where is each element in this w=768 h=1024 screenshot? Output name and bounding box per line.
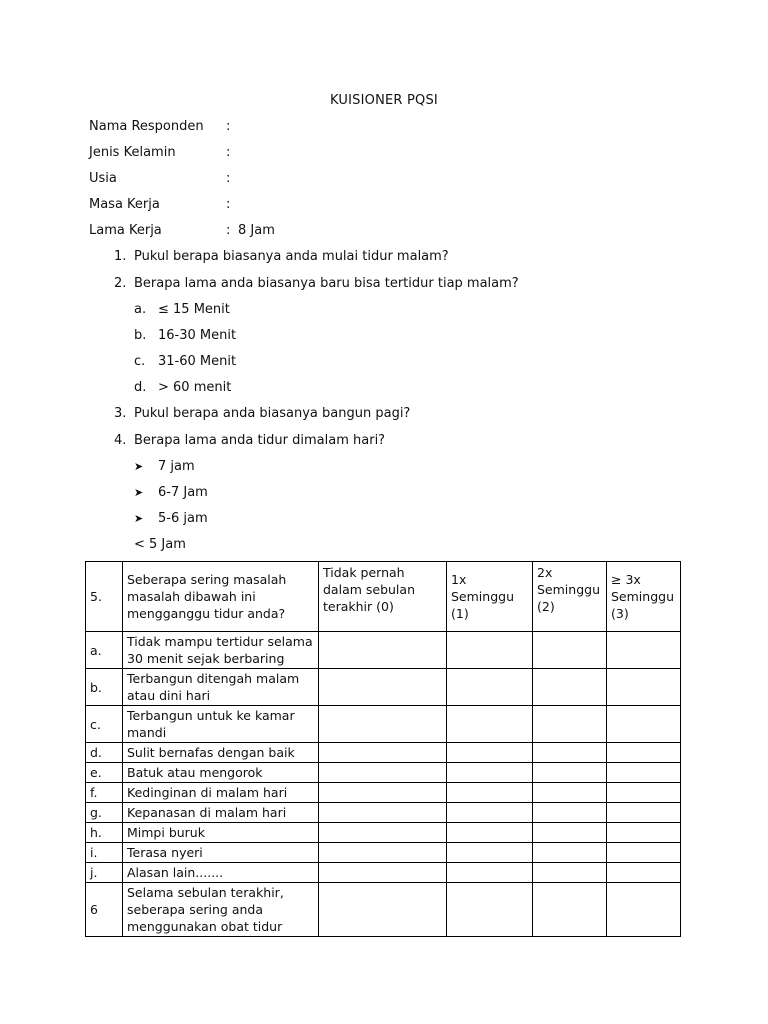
table-row	[86, 843, 681, 863]
option-text: ≤ 15 Menit	[158, 302, 230, 317]
field-colon: :	[226, 119, 231, 134]
answer-cell[interactable]	[533, 863, 607, 883]
row-text: Terasa nyeri	[123, 843, 319, 863]
answer-cell[interactable]	[533, 763, 607, 783]
field-colon: :	[226, 145, 231, 160]
answer-cell[interactable]	[533, 783, 607, 803]
answer-cell[interactable]	[607, 632, 681, 669]
answer-cell[interactable]	[607, 883, 681, 937]
answer-cell[interactable]	[533, 743, 607, 763]
field-colon: :	[226, 171, 231, 186]
answer-cell[interactable]	[607, 863, 681, 883]
answer-cell[interactable]	[319, 843, 447, 863]
answer-cell[interactable]	[319, 863, 447, 883]
answer-cell[interactable]	[533, 803, 607, 823]
table-header-row	[86, 562, 681, 632]
answer-cell[interactable]	[447, 883, 533, 937]
option-text-plain: < 5 Jam	[134, 537, 186, 552]
field-colon: :	[226, 223, 231, 238]
row-text: Mimpi buruk	[123, 823, 319, 843]
question-text: Pukul berapa anda biasanya bangun pagi?	[134, 406, 411, 421]
answer-cell[interactable]	[319, 632, 447, 669]
row-text: Alasan lain.......	[123, 863, 319, 883]
answer-cell[interactable]	[533, 843, 607, 863]
answer-cell[interactable]	[447, 706, 533, 743]
table-row	[86, 803, 681, 823]
question-text: Pukul berapa biasanya anda mulai tidur malam?	[134, 249, 449, 264]
question-text: Berapa lama anda biasanya baru bisa tertidur tiap malam?	[134, 276, 519, 291]
arrow-bullet-icon: ➤	[134, 460, 144, 473]
answer-cell[interactable]	[607, 803, 681, 823]
field-label-jenis-kelamin: Jenis Kelamin	[89, 145, 176, 160]
row-letter: h.	[86, 823, 123, 843]
table-row	[86, 823, 681, 843]
answer-cell[interactable]	[533, 669, 607, 706]
answer-cell[interactable]	[319, 763, 447, 783]
answer-cell[interactable]	[533, 632, 607, 669]
answer-cell[interactable]	[319, 743, 447, 763]
option-text: > 60 menit	[158, 380, 232, 395]
row-letter: 6	[86, 883, 123, 937]
header-question: Seberapa sering masalah masalah dibawah ini mengganggu tidur anda?	[123, 562, 319, 632]
field-value-lama-kerja: 8 Jam	[238, 223, 275, 238]
option-text: 6-7 Jam	[158, 485, 208, 500]
option-text: 31-60 Menit	[158, 354, 237, 369]
answer-cell[interactable]	[447, 843, 533, 863]
answer-cell[interactable]	[319, 803, 447, 823]
answer-cell[interactable]	[447, 783, 533, 803]
row-text: Tidak mampu tertidur selama 30 menit sejak berbaring	[123, 632, 319, 669]
table-row	[86, 863, 681, 883]
answer-cell[interactable]	[319, 706, 447, 743]
answer-cell[interactable]	[319, 883, 447, 937]
option-text: 7 jam	[158, 459, 195, 474]
row-text: Sulit bernafas dengan baik	[123, 743, 319, 763]
option-text: 16-30 Menit	[158, 328, 237, 343]
header-number: 5.	[86, 562, 123, 632]
answer-cell[interactable]	[447, 803, 533, 823]
answer-cell[interactable]	[319, 669, 447, 706]
answer-cell[interactable]	[533, 706, 607, 743]
answer-cell[interactable]	[607, 669, 681, 706]
header-col-thrice-weekly: ≥ 3x Seminggu (3)	[607, 562, 681, 632]
table-row	[86, 743, 681, 763]
option-letter: d.	[134, 380, 147, 395]
field-label-usia: Usia	[89, 171, 117, 186]
option-text: 5-6 jam	[158, 511, 208, 526]
row-letter: i.	[86, 843, 123, 863]
row-text: Terbangun ditengah malam atau dini hari	[123, 669, 319, 706]
row-letter: f.	[86, 783, 123, 803]
row-letter: b.	[86, 669, 123, 706]
arrow-bullet-icon: ➤	[134, 486, 144, 499]
answer-cell[interactable]	[447, 632, 533, 669]
row-text: Selama sebulan terakhir, seberapa sering anda menggunakan obat tidur	[123, 883, 319, 937]
row-letter: c.	[86, 706, 123, 743]
option-letter: b.	[134, 328, 147, 343]
question-text: Berapa lama anda tidur dimalam hari?	[134, 433, 386, 448]
answer-cell[interactable]	[607, 763, 681, 783]
field-label-nama: Nama Responden	[89, 119, 204, 134]
row-letter: e.	[86, 763, 123, 783]
row-text: Kedinginan di malam hari	[123, 783, 319, 803]
row-letter: g.	[86, 803, 123, 823]
table-row	[86, 883, 681, 937]
answer-cell[interactable]	[607, 783, 681, 803]
answer-cell[interactable]	[447, 763, 533, 783]
header-col-never: Tidak pernah dalam sebulan terakhir (0)	[319, 562, 447, 632]
row-letter: a.	[86, 632, 123, 669]
answer-cell[interactable]	[533, 823, 607, 843]
header-col-once-weekly: 1x Seminggu (1)	[447, 562, 533, 632]
arrow-bullet-icon: ➤	[134, 512, 144, 525]
table-row	[86, 632, 681, 669]
field-label-masa-kerja: Masa Kerja	[89, 197, 160, 212]
field-colon: :	[226, 197, 231, 212]
question-number: 4.	[114, 433, 127, 448]
answer-cell[interactable]	[447, 863, 533, 883]
row-text: Terbangun untuk ke kamar mandi	[123, 706, 319, 743]
answer-cell[interactable]	[533, 883, 607, 937]
sleep-disturbance-table	[85, 561, 681, 937]
row-letter: d.	[86, 743, 123, 763]
answer-cell[interactable]	[607, 843, 681, 863]
option-letter: a.	[134, 302, 147, 317]
row-text: Batuk atau mengorok	[123, 763, 319, 783]
document-title: KUISIONER PQSI	[330, 93, 438, 108]
answer-cell[interactable]	[607, 743, 681, 763]
row-letter: j.	[86, 863, 123, 883]
field-label-lama-kerja: Lama Kerja	[89, 223, 162, 238]
answer-cell[interactable]	[447, 823, 533, 843]
answer-cell[interactable]	[447, 669, 533, 706]
table-row	[86, 669, 681, 706]
table-row	[86, 706, 681, 743]
question-number: 2.	[114, 276, 127, 291]
question-number: 3.	[114, 406, 127, 421]
option-letter: c.	[134, 354, 146, 369]
header-col-twice-weekly: 2x Seminggu (2)	[533, 562, 607, 632]
answer-cell[interactable]	[319, 823, 447, 843]
table-row	[86, 783, 681, 803]
table-row	[86, 763, 681, 783]
answer-cell[interactable]	[447, 743, 533, 763]
answer-cell[interactable]	[607, 823, 681, 843]
answer-cell[interactable]	[319, 783, 447, 803]
row-text: Kepanasan di malam hari	[123, 803, 319, 823]
answer-cell[interactable]	[607, 706, 681, 743]
question-number: 1.	[114, 249, 127, 264]
